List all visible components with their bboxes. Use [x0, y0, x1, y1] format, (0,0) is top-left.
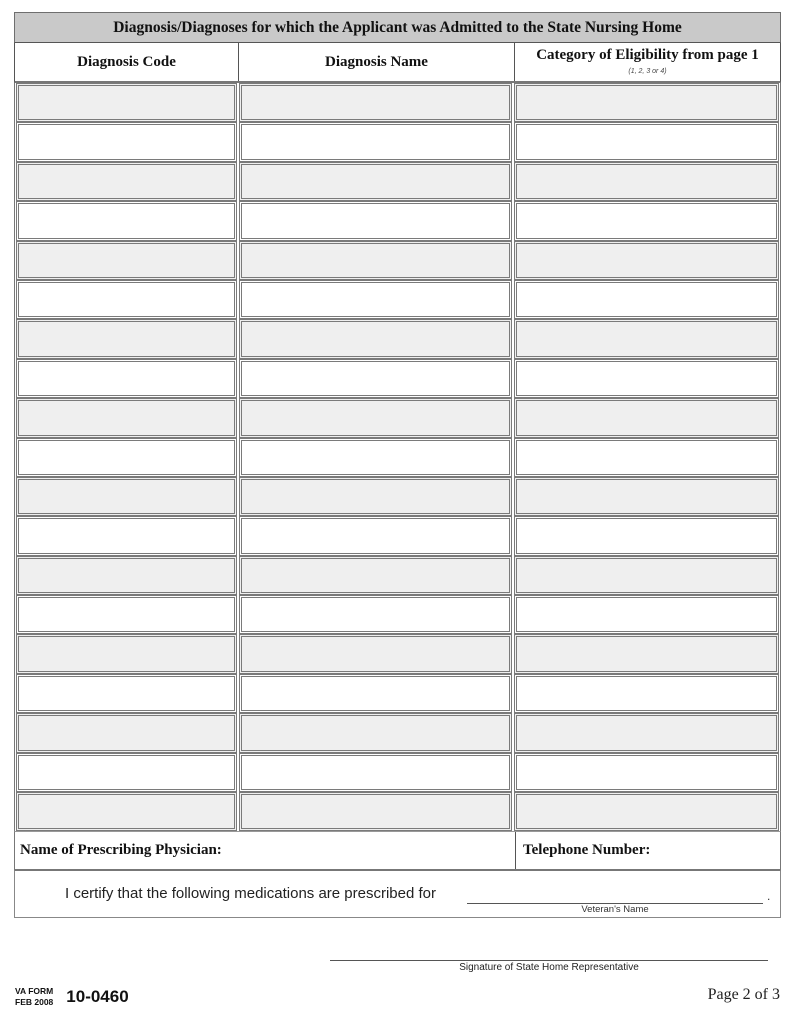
category-input[interactable] — [514, 634, 779, 673]
diagnosis-name-input[interactable] — [239, 556, 512, 595]
diagnosis-code-input[interactable] — [16, 516, 237, 555]
form-date: FEB 2008 — [15, 997, 54, 1007]
table-row — [15, 201, 780, 240]
diagnosis-name-input[interactable] — [239, 319, 512, 358]
diagnosis-name-input[interactable] — [239, 201, 512, 240]
column-header-diagnosis-code — [15, 43, 238, 81]
diagnosis-name-input[interactable] — [239, 438, 512, 477]
diagnosis-code-input[interactable] — [16, 792, 237, 831]
category-input[interactable] — [514, 201, 779, 240]
diagnosis-code-input[interactable] — [16, 634, 237, 673]
category-input[interactable] — [514, 792, 779, 831]
form-number: 10-0460 — [66, 987, 129, 1006]
diagnosis-name-input[interactable] — [239, 634, 512, 673]
table-row — [15, 713, 780, 752]
certify-text: I certify that the following medications are prescribed for — [65, 885, 437, 903]
diagnosis-code-input[interactable] — [16, 753, 237, 792]
diagnosis-form — [14, 12, 781, 918]
diagnosis-code-input[interactable] — [16, 398, 237, 437]
table-row — [15, 83, 780, 122]
table-row — [15, 359, 780, 398]
table-row — [15, 634, 780, 673]
table-row — [15, 516, 780, 555]
category-input[interactable] — [514, 438, 779, 477]
diagnosis-code-input[interactable] — [16, 280, 237, 319]
physician-name-label: Name of Prescribing Physician: — [20, 842, 222, 859]
category-input[interactable] — [514, 477, 779, 516]
diagnosis-code-input[interactable] — [16, 162, 237, 201]
section-title: Diagnosis/Diagnoses for which the Applicant was Admitted to the State Nursing Home — [14, 12, 781, 43]
signature-block — [330, 960, 768, 973]
diagnosis-code-input[interactable] — [16, 477, 237, 516]
column-header-label: Diagnosis Code — [77, 53, 176, 70]
category-input[interactable] — [514, 674, 779, 713]
category-input[interactable] — [514, 398, 779, 437]
diagnosis-name-input[interactable] — [239, 241, 512, 280]
table-row — [15, 438, 780, 477]
category-input[interactable] — [514, 241, 779, 280]
column-header-sublabel: (1, 2, 3 or 4) — [628, 68, 667, 75]
table-row — [15, 122, 780, 161]
diagnosis-code-input[interactable] — [16, 556, 237, 595]
diagnosis-code-input[interactable] — [16, 83, 237, 122]
diagnosis-code-input[interactable] — [16, 438, 237, 477]
column-header-category — [514, 43, 780, 81]
table-row — [15, 398, 780, 437]
category-input[interactable] — [514, 122, 779, 161]
table-row — [15, 595, 780, 634]
diagnosis-code-input[interactable] — [16, 595, 237, 634]
table-row — [15, 556, 780, 595]
diagnosis-name-input[interactable] — [239, 162, 512, 201]
category-input[interactable] — [514, 319, 779, 358]
diagnosis-name-input[interactable] — [239, 753, 512, 792]
category-input[interactable] — [514, 713, 779, 752]
category-input[interactable] — [514, 83, 779, 122]
diagnosis-name-input[interactable] — [239, 359, 512, 398]
diagnosis-name-input[interactable] — [239, 398, 512, 437]
table-row — [15, 280, 780, 319]
certification-row — [14, 870, 781, 918]
physician-row — [14, 831, 781, 870]
table-row — [15, 792, 780, 831]
table-row — [15, 753, 780, 792]
table-row — [15, 319, 780, 358]
column-header-diagnosis-name — [238, 43, 514, 81]
diagnosis-name-input[interactable] — [239, 122, 512, 161]
category-input[interactable] — [514, 753, 779, 792]
telephone-number-label: Telephone Number: — [523, 842, 651, 859]
telephone-number-field[interactable] — [516, 832, 780, 869]
diagnosis-name-input[interactable] — [239, 280, 512, 319]
diagnosis-code-input[interactable] — [16, 241, 237, 280]
category-input[interactable] — [514, 595, 779, 634]
diagnosis-code-input[interactable] — [16, 359, 237, 398]
form-meta — [15, 986, 53, 1008]
certify-period: . — [767, 889, 771, 904]
column-headers — [14, 43, 781, 83]
diagnosis-code-input[interactable] — [16, 122, 237, 161]
diagnosis-name-input[interactable] — [239, 713, 512, 752]
veteran-name-caption: Veteran's Name — [581, 904, 649, 916]
diagnosis-code-input[interactable] — [16, 713, 237, 752]
diagnosis-name-input[interactable] — [239, 595, 512, 634]
table-row — [15, 162, 780, 201]
table-row — [15, 477, 780, 516]
diagnosis-name-input[interactable] — [239, 83, 512, 122]
diagnosis-name-input[interactable] — [239, 516, 512, 555]
diagnosis-name-input[interactable] — [239, 674, 512, 713]
diagnosis-code-input[interactable] — [16, 201, 237, 240]
diagnosis-name-input[interactable] — [239, 792, 512, 831]
va-form-label: VA FORM — [15, 986, 54, 996]
table-row — [15, 674, 780, 713]
category-input[interactable] — [514, 359, 779, 398]
category-input[interactable] — [514, 280, 779, 319]
physician-name-field[interactable] — [15, 832, 516, 869]
diagnosis-code-input[interactable] — [16, 319, 237, 358]
diagnosis-rows — [14, 83, 781, 831]
signature-caption: Signature of State Home Representative — [459, 962, 639, 973]
form-identifier — [15, 986, 129, 1008]
column-header-label: Category of Eligibility from page 1 — [536, 47, 759, 63]
column-header-label: Diagnosis Name — [325, 53, 428, 70]
diagnosis-code-input[interactable] — [16, 674, 237, 713]
page-number: Page 2 of 3 — [707, 986, 780, 1003]
diagnosis-name-input[interactable] — [239, 477, 512, 516]
category-input[interactable] — [514, 516, 779, 555]
signature-line[interactable] — [330, 960, 768, 961]
category-input[interactable] — [514, 556, 779, 595]
category-input[interactable] — [514, 162, 779, 201]
table-row — [15, 241, 780, 280]
